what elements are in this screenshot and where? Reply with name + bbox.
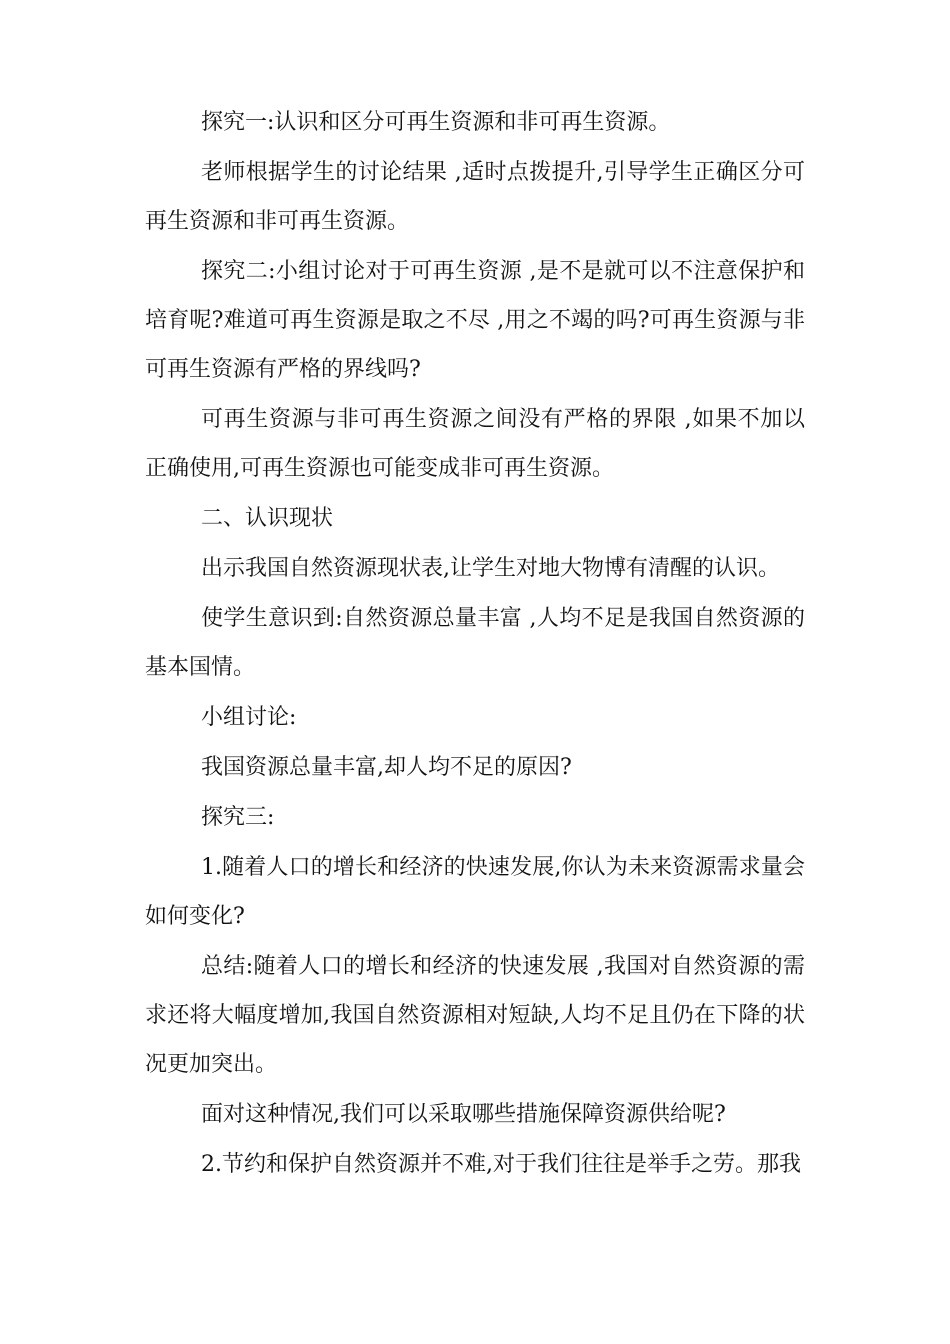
paragraph-discussion-question: 我国资源总量丰富,却人均不足的原因?	[201, 755, 572, 780]
paragraph-group-discussion-label: 小组讨论:	[201, 705, 297, 730]
paragraph-inquiry-three: 探究三:	[201, 805, 275, 830]
paragraph-show-status-table: 出示我国自然资源现状表,让学生对地大物博有清醒的认识。	[201, 556, 780, 581]
section-heading-current-status: 二、认识现状	[201, 506, 334, 531]
paragraph-measures-question: 面对这种情况,我们可以采取哪些措施保障资源供给呢?	[201, 1102, 726, 1127]
paragraph-basic-national-condition: 使学生意识到:自然资源总量丰富 ,人均不足是我国自然资源的基本国情。	[145, 606, 805, 680]
paragraph-question-two: 2.节约和保护自然资源并不难,对于我们往往是举手之劳。那我	[201, 1152, 801, 1177]
paragraph-inquiry-one: 探究一:认识和区分可再生资源和非可再生资源。	[201, 110, 671, 135]
paragraph-question-one: 1.随着人口的增长和经济的快速发展,你认为未来资源需求量会如何变化?	[145, 855, 805, 929]
paragraph-summary: 总结:随着人口的增长和经济的快速发展 ,我国对自然资源的需求还将大幅度增加,我国自然资源相对短缺,人均不足且仍在下降的状况更加突出。	[145, 954, 805, 1077]
paragraph-teacher-guidance: 老师根据学生的讨论结果 ,适时点拨提升,引导学生正确区分可再生资源和非可再生资源。	[145, 160, 805, 234]
paragraph-inquiry-two: 探究二:小组讨论对于可再生资源 ,是不是就可以不注意保护和培育呢?难道可再生资源是取之不尽 ,用之不竭的吗?可再生资源与非可再生资源有严格的界线吗?	[145, 259, 805, 382]
document-body	[145, 98, 805, 1190]
paragraph-no-strict-boundary: 可再生资源与非可再生资源之间没有严格的界限 ,如果不加以正确使用,可再生资源也可能变成非可再生资源。	[145, 407, 805, 481]
